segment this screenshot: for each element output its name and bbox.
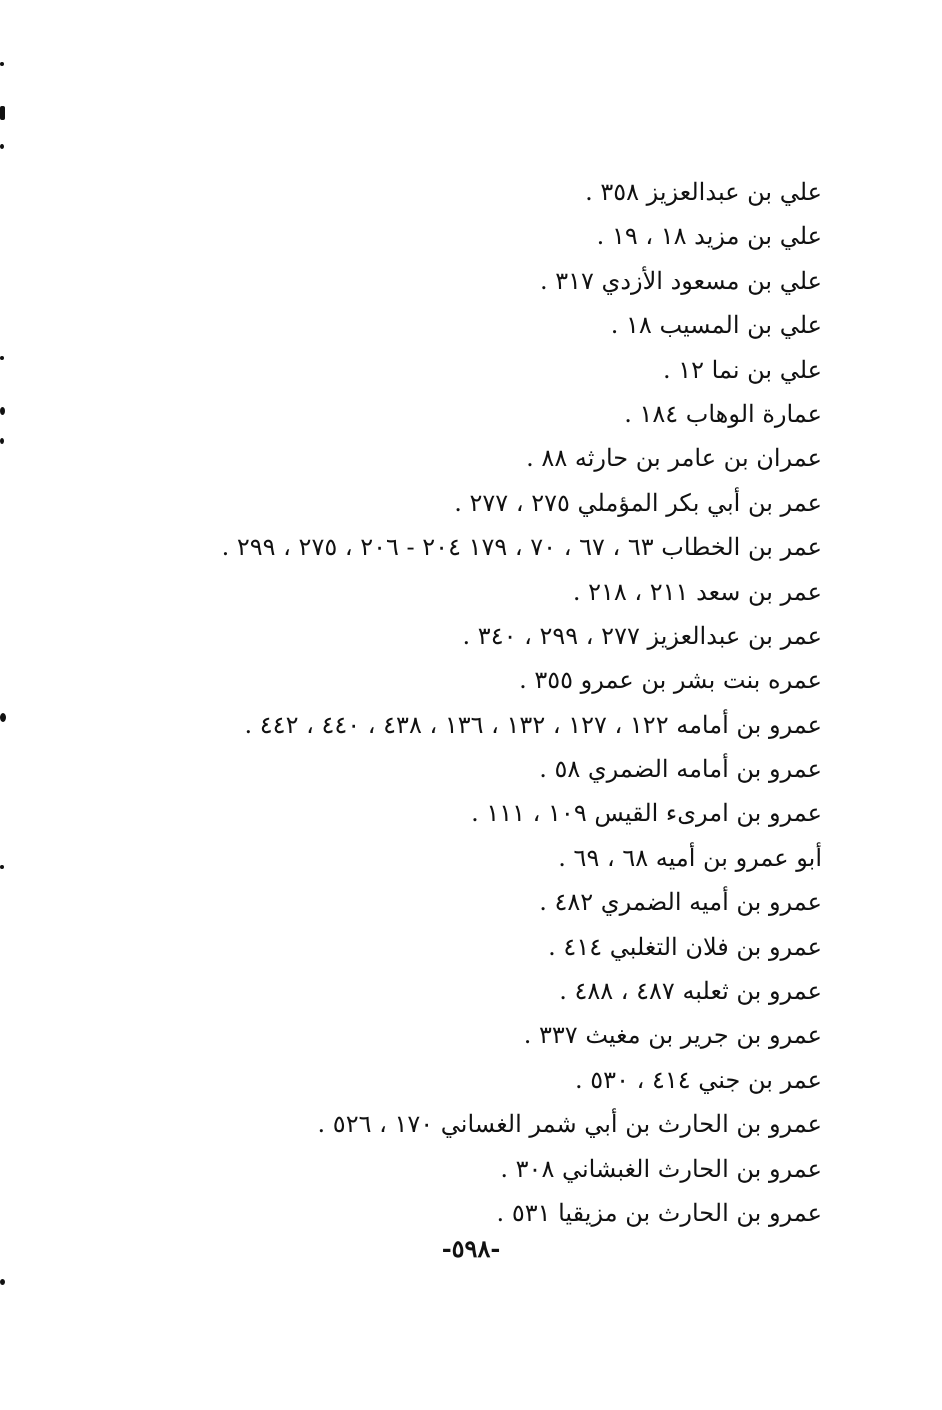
index-entry: عمران بن عامر بن حارثه ٨٨ . [526, 444, 822, 473]
index-entry: عمر بن جني ٤١٤ ، ٥٣٠ . [575, 1065, 822, 1094]
index-entry: عمرو بن امرىء القيس ١٠٩ ، ١١١ . [471, 799, 822, 828]
index-entry: علي بن عبدالعزيز ٣٥٨ . [585, 178, 822, 206]
index-entry: علي بن مزيد ١٨ ، ١٩ . [596, 222, 822, 251]
name-index-list [62, 170, 822, 1235]
index-entry: عمر بن أبي بكر المؤملي ٢٧٥ ، ٢٧٧ . [454, 488, 822, 517]
index-entry: عمر بن عبدالعزيز ٢٧٧ ، ٢٩٩ ، ٣٤٠ . [462, 621, 822, 650]
page-number: -٥٩٨- [441, 1234, 501, 1263]
index-entry: عمرو بن أميه الضمري ٤٨٢ . [539, 888, 822, 917]
index-entry: عمرو بن ثعلبه ٤٨٧ ، ٤٨٨ . [559, 977, 822, 1006]
index-entry: علي بن المسيب ١٨ . [610, 311, 822, 340]
index-entry: أبو عمرو بن أميه ٦٨ ، ٦٩ . [558, 843, 822, 872]
index-entry: عمرو بن فلان التغلبي ٤١٤ . [548, 932, 822, 961]
index-entry: عمرو بن أمامه ١٢٢ ، ١٢٧ ، ١٣٢ ، ١٣٦ ، ٤٣٨ ، ٤٤٠ ، ٤٤٢ . [244, 710, 822, 739]
index-entry: علي بن نما ١٢ . [662, 355, 822, 384]
scan-speck [0, 62, 4, 66]
index-entry: عمره بنت بشر بن عمرو ٣٥٥ . [519, 666, 822, 695]
scan-speck [0, 356, 4, 360]
index-entry: عمرو بن الحارث بن مزيقيا ٥٣١ . [496, 1198, 822, 1227]
index-entry: عمرو بن جرير بن مغيث ٣٣٧ . [523, 1021, 822, 1050]
scan-speck [0, 106, 5, 120]
index-entry: عمرو بن الحارث الغبشاني ٣٠٨ . [500, 1154, 822, 1183]
index-entry: عمرو بن الحارث بن أبي شمر الغساني ١٧٠ ، ٥٢٦ . [317, 1110, 822, 1139]
index-entry: عمرو بن أمامه الضمري ٥٨ . [539, 755, 822, 784]
scan-speck [0, 865, 4, 869]
scan-speck [0, 438, 4, 444]
index-entry: علي بن مسعود الأزدي ٣١٧ . [539, 266, 822, 295]
index-entry: عمر بن الخطاب ٦٣ ، ٦٧ ، ٧٠ ، ١٧٩ ٢٠٤ - ٢٠٦ ، ٢٧٥ ، ٢٩٩ . [221, 533, 822, 562]
index-entry: عمارة الوهاب ١٨٤ . [624, 399, 822, 428]
scan-speck [0, 144, 4, 149]
scan-speck [0, 1279, 5, 1285]
scan-speck [0, 713, 6, 722]
index-entry: عمر بن سعد ٢١١ ، ٢١٨ . [572, 577, 822, 606]
scan-speck [0, 407, 5, 415]
